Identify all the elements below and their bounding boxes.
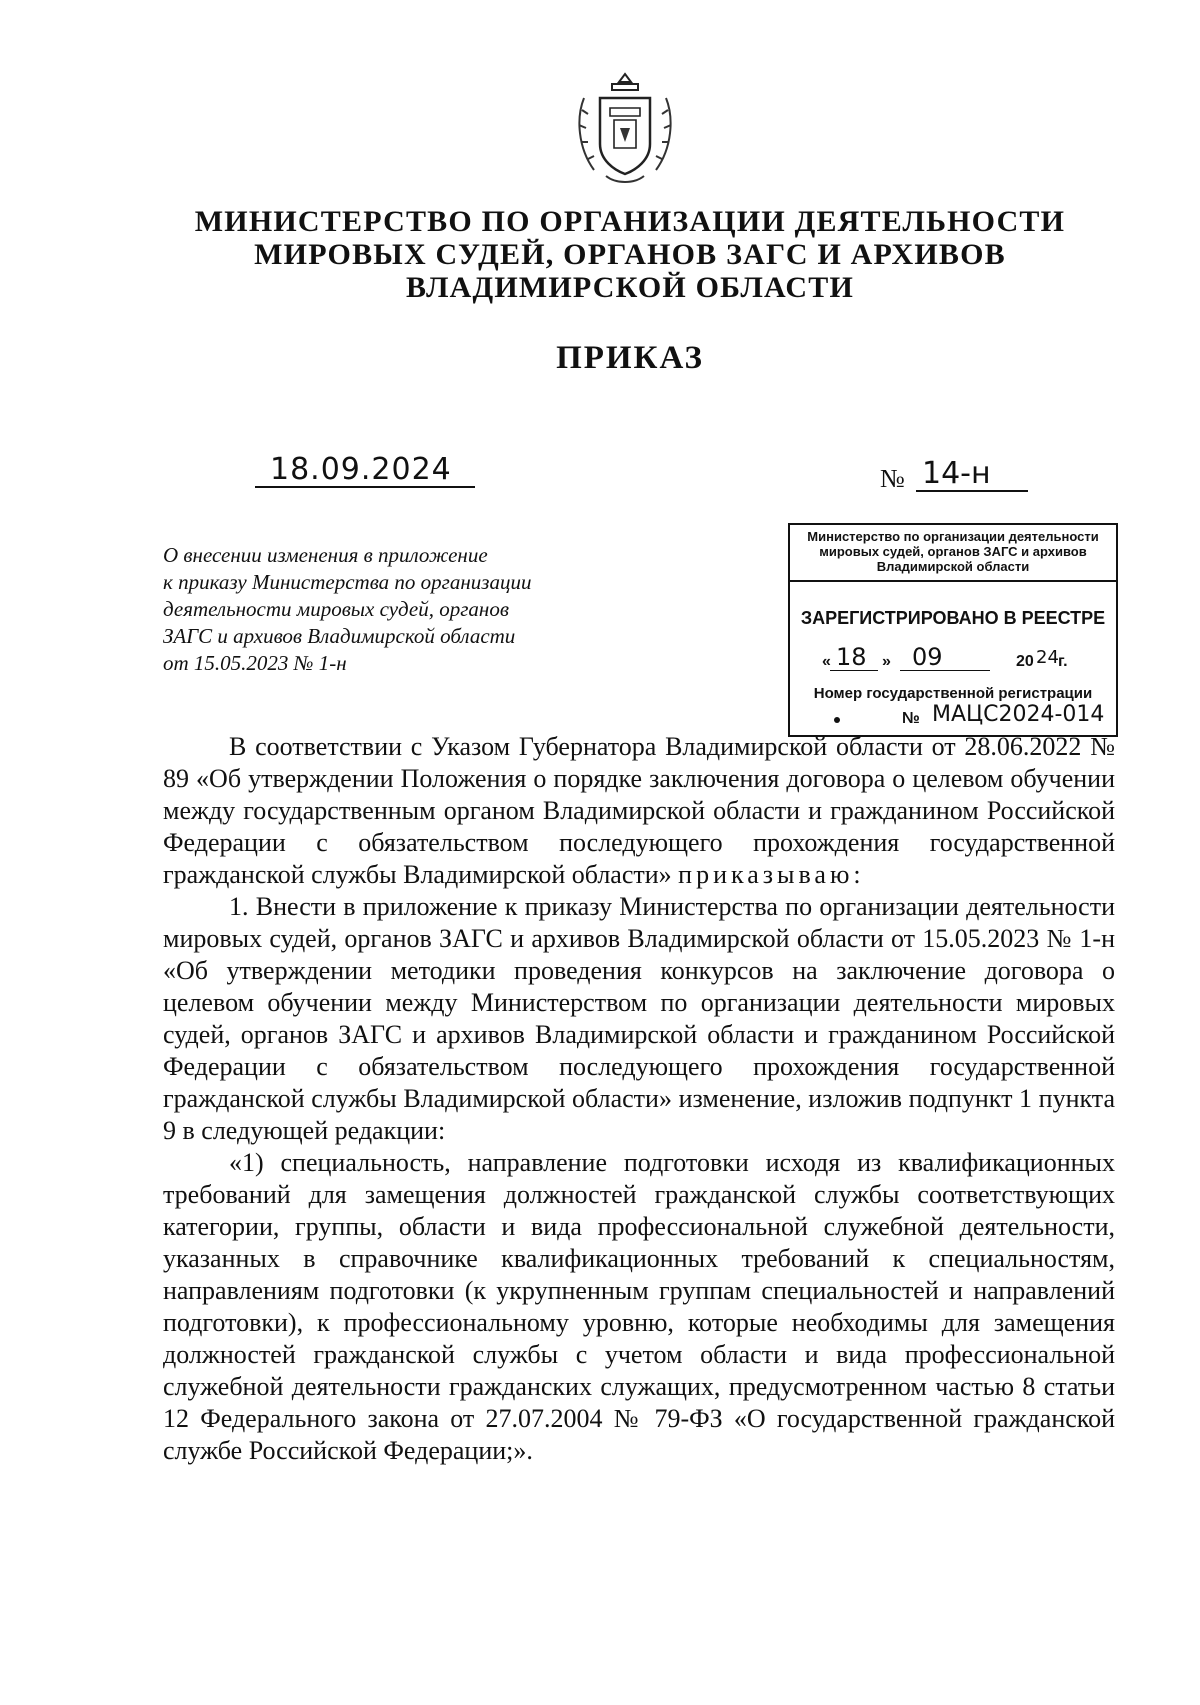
stamp-quote-close: » [882,653,891,670]
ministry-name [150,205,1110,304]
stamp-reg-number-handwritten: МАЦС2024-014 [932,702,1105,727]
subject-line1: О внесении изменения в приложение [163,543,488,567]
coat-of-arms-icon [570,68,680,188]
ministry-name-line2: МИРОВЫХ СУДЕЙ, ОРГАНОВ ЗАГС И АРХИВОВ [254,238,1006,271]
subject-line4: ЗАГС и архивов Владимирской области [163,624,516,648]
document-type: ПРИКАЗ [556,340,704,376]
ministry-name-line3: ВЛАДИМИРСКОЙ ОБЛАСТИ [406,271,854,304]
stamp-no-label: № [902,710,920,727]
order-number-underline [916,490,1028,492]
order-subject [163,542,603,677]
stamp-year-prefix: 20 [1016,653,1034,670]
subitem-1: «1) специальность, направление подготовки исходя из квалификационных требований для замещения должностей гражданской службы соответствующих категории, группы, области и вида профессиональной служебной деятельности, указанных в справочнике квалификационных требований к специальностям, направлениям подготовки (к укрупненным группам специальностей и направлений подготовки), к профессиональному уровню, которые необходимы для замещения должностей гражданской службы с учетом области и вида профессиональной служебной деятельности гражданских служащих, предусмотренном частью 8 статьи 12 Федерального закона от 27.07.2004 № 79-ФЗ «О государственной гражданской службе Российской Федерации;». [163,1148,1115,1465]
stamp-quote-open: « [822,653,831,670]
item-1: 1. Внести в приложение к приказу Министерства по организации деятельности мировых судей, органов ЗАГС и архивов Владимирской области от 15.05.2023 № 1-н «Об утверждении методики проведения конкурсов на заключение договора о целевом обучении между Министерством по организации деятельности мировых судей, органов ЗАГС и архивов Владимирской области и гражданином Российской Федерации с обязательством последующего прохождения государственной гражданской службы Владимирской области» изменение, изложив подпункт 1 пункта 9 в следующей редакции: [163,892,1115,1145]
stamp-day-handwritten: 18 [836,643,867,671]
stamp-org-line3: Владимирской области [876,559,1030,574]
order-word: приказываю: [678,860,865,889]
stamp-year-handwritten: 24 [1036,647,1059,668]
preamble-paragraph [163,731,1115,891]
stamp-org-line2: мировых судей, органов ЗАГС и архивов [819,544,1087,559]
preamble-text: В соответствии с Указом Губернатора Владимирской области от 28.06.2022 № 89 «Об утверждении Положения о порядке заключения договора о целевом обучении между государственным органом Владимирской области и гражданином Российской Федерации с обязательством последующего прохождения государственной гражданской службы Владимирской области» [163,732,1115,889]
subject-line5: от 15.05.2023 № 1-н [163,651,347,675]
stamp-month-handwritten: 09 [912,643,943,671]
subject-line3: деятельности мировых судей, органов [163,597,509,621]
order-number-handwritten: 14-н [922,456,991,491]
registration-stamp [788,523,1118,737]
stamp-organization [790,525,1116,582]
stamp-day-underline [830,670,878,671]
ministry-name-line1: МИНИСТЕРСТВО ПО ОРГАНИЗАЦИИ ДЕЯТЕЛЬНОСТИ [194,205,1066,238]
stamp-reg-number-label: Номер государственной регистрации [813,685,1093,702]
stamp-org-line1: Министерство по организации деятельности [807,529,1099,544]
order-body [163,731,1115,1467]
stamp-month-underline [900,670,990,671]
stamp-bullet-mark [834,717,840,723]
stamp-year-unit: г. [1058,653,1068,670]
order-number-label: № [880,464,905,493]
subject-line2: к приказу Министерства по организации [163,570,532,594]
order-date-handwritten: 18.09.2024 [270,452,452,487]
stamp-registered-label: ЗАРЕГИСТРИРОВАНО В РЕЕСТРЕ [800,608,1106,628]
order-date-underline [255,486,475,488]
